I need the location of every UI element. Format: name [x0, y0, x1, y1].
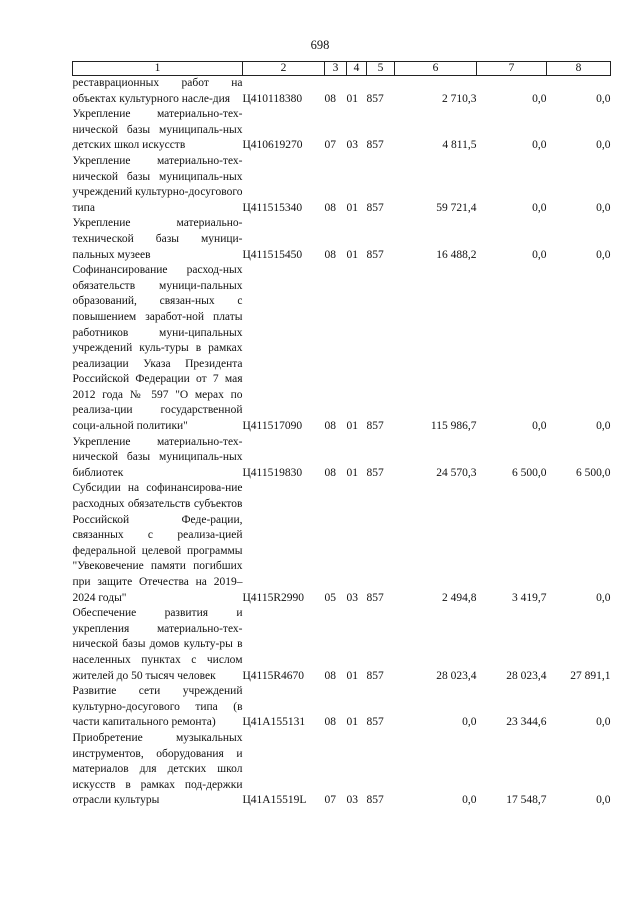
row-name: Субсидии на софинансирова-ние расходных обязательств субъектов Российской Феде-рации, связанных с реализа-цией федеральной целевой программы "Увековечение памяти погибших при защите Отечества на 2019–2024 годы"	[72, 482, 243, 604]
row-value-7: 0,0	[532, 201, 547, 214]
row-value-7: 6 500,0	[512, 466, 547, 479]
row-section: 07	[324, 794, 336, 807]
row-subsection: 03	[346, 591, 358, 604]
row-value-7: 28 023,4	[506, 669, 547, 682]
row-name: Развитие сети учреждений культурно-досугового типа (в части капитального ремонта)	[72, 685, 243, 729]
row-code: Ц411515450	[242, 248, 303, 261]
row-subsection: 01	[346, 716, 358, 729]
row-value-8: 0,0	[596, 716, 611, 729]
row-expense-type: 857	[366, 716, 384, 729]
row-value-7: 0,0	[532, 248, 547, 261]
row-expense-type: 857	[366, 92, 384, 105]
row-subsection: 01	[346, 669, 358, 682]
page-number: 698	[310, 38, 330, 52]
row-code: Ц41А15519L	[242, 794, 307, 807]
row-section: 08	[324, 92, 336, 105]
table-row	[73, 154, 611, 216]
row-subsection: 01	[346, 248, 358, 261]
column-header-2: 2	[243, 62, 325, 76]
row-section: 08	[324, 201, 336, 214]
row-value-7: 3 419,7	[512, 591, 547, 604]
row-value-6: 0,0	[462, 716, 477, 729]
row-subsection: 03	[346, 794, 358, 807]
row-value-8: 0,0	[596, 201, 611, 214]
column-header-4: 4	[347, 62, 367, 76]
row-expense-type: 857	[366, 591, 384, 604]
row-value-6: 115 986,7	[430, 420, 477, 433]
column-header-1: 1	[73, 62, 243, 76]
row-code: Ц411517090	[242, 420, 303, 433]
row-section: 05	[324, 591, 336, 604]
row-name: Укрепление материально-тех-нической базы муниципаль-ных библиотек	[72, 435, 243, 479]
row-value-7: 23 344,6	[506, 716, 547, 729]
row-value-6: 16 488,2	[436, 248, 477, 261]
row-value-8: 0,0	[596, 248, 611, 261]
row-value-8: 0,0	[596, 591, 611, 604]
row-value-6: 2 710,3	[442, 92, 477, 105]
row-section: 08	[324, 669, 336, 682]
row-expense-type: 857	[366, 420, 384, 433]
column-header-8: 8	[547, 62, 611, 76]
row-expense-type: 857	[366, 139, 384, 152]
row-value-7: 0,0	[532, 139, 547, 152]
row-name: Укрепление материально-тех-нической базы муниципаль-ных учреждений культурно-досугового типа	[72, 154, 243, 214]
row-name: Софинансирование расход-ных обязательств муници-пальных образований, связан-ных с повышением заработ-ной платы работников муни-ципальных учреждений куль-туры в рамках реализации Указа Президента Российской Федерации от 7 мая 2012 года № 597 "О мерах по реализа-ции государственной соци-альной политики"	[72, 264, 243, 433]
row-value-6: 59 721,4	[436, 201, 477, 214]
row-name: Приобретение музыкальных инструментов, оборудования и материалов для детских школ искусств в рамках под-держки отрасли культуры	[72, 731, 243, 807]
row-value-8: 0,0	[596, 139, 611, 152]
row-section: 07	[324, 139, 336, 152]
row-value-6: 24 570,3	[436, 466, 477, 479]
row-expense-type: 857	[366, 669, 384, 682]
row-subsection: 01	[346, 201, 358, 214]
row-code: Ц410619270	[242, 139, 303, 152]
row-code: Ц411515340	[242, 201, 303, 214]
row-value-8: 0,0	[596, 92, 611, 105]
row-code: Ц410118380	[242, 92, 303, 105]
row-section: 08	[324, 248, 336, 261]
row-expense-type: 857	[366, 794, 384, 807]
row-value-8: 0,0	[596, 794, 611, 807]
row-expense-type: 857	[366, 248, 384, 261]
table-row	[73, 684, 611, 731]
row-expense-type: 857	[366, 466, 384, 479]
row-value-6: 0,0	[462, 794, 477, 807]
row-section: 08	[324, 466, 336, 479]
table-row	[73, 606, 611, 684]
row-name: Обеспечение развития и укрепления материально-тех-нической базы домов культу-ры в населенных пунктах с числом жителей до 50 тысяч человек	[72, 607, 243, 682]
table-row	[73, 216, 611, 263]
row-subsection: 03	[346, 139, 358, 152]
column-header-5: 5	[367, 62, 395, 76]
row-name: Укрепление материально-технической базы муници-пальных музеев	[72, 217, 243, 261]
row-section: 08	[324, 420, 336, 433]
table-row	[73, 731, 611, 809]
row-value-6: 2 494,8	[442, 591, 477, 604]
row-value-8: 6 500,0	[576, 466, 611, 479]
budget-table	[72, 61, 611, 809]
row-value-7: 0,0	[532, 92, 547, 105]
table-row	[73, 435, 611, 482]
row-code: Ц4115R4670	[242, 669, 305, 682]
table-header-row	[73, 62, 611, 76]
row-value-8: 0,0	[596, 420, 611, 433]
column-header-3: 3	[325, 62, 347, 76]
row-code: Ц411519830	[242, 466, 303, 479]
row-subsection: 01	[346, 420, 358, 433]
row-value-7: 0,0	[532, 420, 547, 433]
row-value-7: 17 548,7	[506, 794, 547, 807]
column-header-6: 6	[395, 62, 477, 76]
column-header-7: 7	[477, 62, 547, 76]
table-row	[73, 481, 611, 606]
row-subsection: 01	[346, 466, 358, 479]
row-name: Укрепление материально-тех-нической базы муниципаль-ных детских школ искусств	[72, 108, 243, 152]
table-row	[73, 107, 611, 154]
row-code: Ц41А155131	[242, 716, 306, 729]
row-value-6: 4 811,5	[442, 139, 477, 152]
row-section: 08	[324, 716, 336, 729]
table-row	[73, 76, 611, 108]
row-value-8: 27 891,1	[570, 669, 611, 682]
row-code: Ц4115R2990	[242, 591, 305, 604]
row-value-6: 28 023,4	[436, 669, 477, 682]
row-subsection: 01	[346, 92, 358, 105]
table-row	[73, 263, 611, 435]
row-expense-type: 857	[366, 201, 384, 214]
row-name: реставрационных работ на объектах культурного насле-дия	[72, 77, 243, 105]
